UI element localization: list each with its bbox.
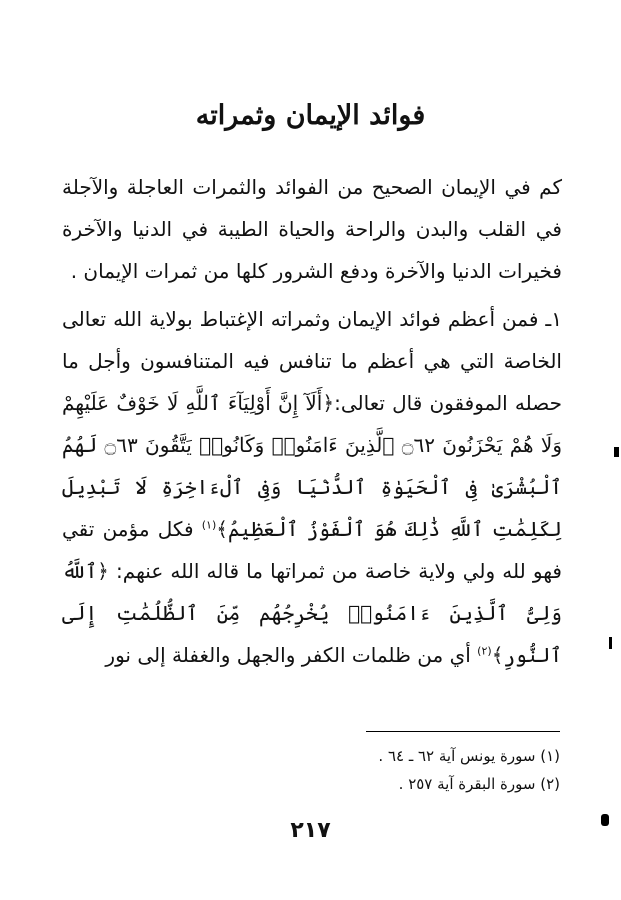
body-text: [62, 166, 562, 676]
paragraph-1: [62, 298, 562, 676]
margin-mark: [601, 814, 609, 826]
margin-mark: [609, 637, 612, 649]
page-title: فوائد الإيمان وثمراته: [195, 100, 426, 131]
margin-mark: [614, 447, 619, 457]
quran-verse: ﴿أَلَآ إِنَّ أَوْلِيَآءَ ٱللَّهِ لَا خَوْفٌ عَلَيْهِمْ وَلَا هُمْ يَحْزَنُونَ ۝٦٢ ٱلَّذِينَ ءَامَنُوا۟ وَكَانُوا۟ يَتَّقُونَ ۝٦٣ لَهُمُ ٱلْبُشْرَىٰ فِى ٱلْحَيَوٰةِ ٱلدُّنْيَا وَفِى ٱلْءَاخِرَةِ لَا تَبْدِيلَ لِكَلِمَٰتِ ٱللَّهِ ذَٰلِكَ هُوَ ٱلْفَوْزُ ٱلْعَظِيمُ﴾: [62, 391, 562, 541]
quran-verse: ﴿ٱللَّهُ وَلِىُّ ٱلَّذِينَ ءَامَنُوا۟ يُخْرِجُهُم مِّنَ ٱلظُّلُمَٰتِ إِلَى ٱلنُّورِ﴾: [62, 559, 562, 667]
page-number: ٢١٧: [290, 818, 331, 843]
footnote-divider: [366, 731, 560, 732]
paragraph-text: ١ـ فمن أعظم فوائد الإيمان وثمراته الإغتباط بولاية الله تعالى الخاصة التي هي أعظم ما تنافس فيه المتنافسون وأجل ما حصله الموفقون قال تعالى:: [62, 307, 562, 415]
footnotes: [200, 742, 560, 798]
paragraph-intro: كم في الإيمان الصحيح من الفوائد والثمرات العاجلة والآجلة في القلب والبدن والراحة والحياة الطيبة في الدنيا والآخرة فخيرات الدنيا والآخرة ودفع الشرور كلها من ثمرات الإيمان .: [62, 175, 562, 283]
footnote-ref: (٢): [477, 644, 492, 658]
footnote: (١) سورة يونس آية ٦٢ ـ ٦٤ .: [378, 747, 560, 765]
paragraph-text: فكل مؤمن تقي فهو لله ولي ولاية خاصة من ثمراتها ما قاله الله عنهم:: [62, 517, 562, 583]
footnote: (٢) سورة البقرة آية ٢٥٧ .: [398, 775, 560, 793]
footnote-ref: (١): [201, 518, 217, 532]
paragraph-text: أي من ظلمات الكفر والجهل والغفلة إلى نور: [105, 643, 478, 667]
